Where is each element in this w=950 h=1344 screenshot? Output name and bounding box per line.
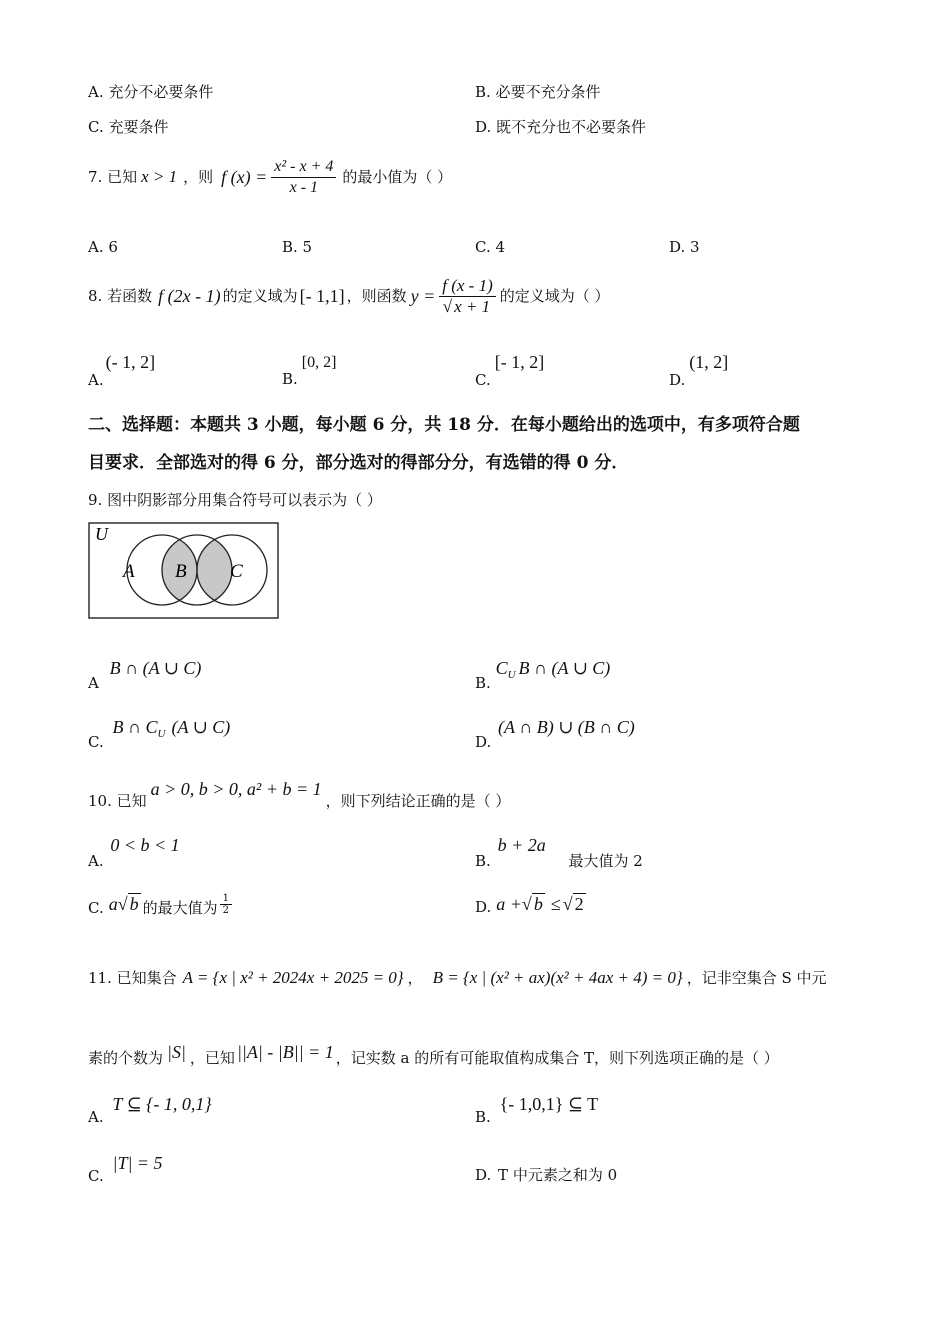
q9-option-d-value: (A ∩ B) ∪ (B ∩ C) — [498, 717, 635, 737]
q7-fraction — [271, 157, 336, 198]
q8-option-b-value: [0, 2] — [301, 354, 337, 371]
q8-option-a-letter: A. — [88, 371, 104, 389]
venn-label-u: U — [95, 524, 108, 544]
q9-option-b-letter: B. — [475, 674, 491, 692]
q8-option-d — [669, 352, 729, 389]
q8-option-a-value: (- 1, 2] — [105, 352, 156, 372]
q11-set-a: A = {x | x² + 2024x + 2025 = 0} — [182, 968, 404, 987]
q11-option-a-letter: A. — [88, 1108, 104, 1126]
q8-option-c — [475, 352, 545, 389]
q11-lead: 11. 已知集合 — [88, 969, 177, 987]
q8-option-c-value: [- 1, 2] — [494, 352, 545, 372]
q10-option-c-radicand: b — [129, 894, 139, 914]
q9-option-b-c: C — [495, 658, 508, 678]
q9-option-a-letter: A — [88, 674, 99, 692]
q9-option-c-post: (A ∪ C) — [171, 717, 231, 737]
q9-venn-diagram — [88, 522, 280, 620]
q7-option-a: A. 6 — [88, 238, 118, 256]
q9-option-b-value: B ∩ (A ∪ C) — [518, 658, 611, 678]
q11-line2c: ，记实数 a 的所有可能取值构成集合 T，则下列选项正确的是（ ） — [335, 1049, 779, 1067]
q10-option-a-letter: A. — [88, 852, 104, 870]
q7-tail: 的最小值为（ ） — [342, 168, 453, 186]
q10-option-d-a: a + — [496, 894, 522, 914]
q9-option-c-sub: U — [157, 728, 166, 740]
q10-option-c — [88, 895, 232, 918]
q11-option-a — [88, 1094, 212, 1126]
q11-option-b — [475, 1094, 599, 1126]
q6-option-a: A. 充分不必要条件 — [88, 83, 214, 101]
q11-option-c-letter: C. — [88, 1167, 104, 1185]
q11-option-a-value: T ⊆ {- 1, 0,1} — [112, 1094, 212, 1114]
q8-option-b — [282, 352, 337, 388]
venn-label-c: C — [230, 561, 243, 582]
q7-function-name: f (x) = — [221, 167, 268, 187]
q11-option-b-value: {- 1,0,1} ⊆ T — [499, 1094, 599, 1114]
q9-option-b — [475, 658, 611, 692]
q10-option-d-radicand: b — [533, 894, 543, 914]
q11-line2a: 素的个数为 — [88, 1049, 164, 1067]
q11-stem-line1 — [88, 958, 827, 998]
q9-stem: 9. 图中阴影部分用集合符号可以表示为（ ） — [88, 491, 382, 509]
q7-option-c: C. 4 — [475, 238, 506, 256]
q10-option-a-value: 0 < b < 1 — [110, 835, 180, 855]
q8-option-d-letter: D. — [669, 371, 686, 389]
q8-domain: [- 1,1] — [299, 286, 345, 306]
q10-option-d-sqrt2: √ 2 — [562, 894, 584, 914]
q10-option-c-a: a — [108, 894, 118, 914]
q10-option-c-den: 2 — [222, 905, 229, 916]
q8-mid1: 的定义域为 — [222, 287, 298, 305]
q8-tail: 的定义域为（ ） — [499, 287, 610, 305]
q6-option-d: D. 既不充分也不必要条件 — [475, 118, 647, 136]
q9-option-c — [88, 717, 231, 751]
q10-option-b-value: b + 2a — [497, 835, 546, 855]
q10-option-d — [475, 894, 586, 917]
q11-condition: ||A| - |B|| = 1 — [236, 1042, 334, 1062]
q8-denominator: √ x + 1 — [442, 296, 491, 316]
q11-stem-line2 — [88, 1034, 779, 1070]
q7-stem — [88, 152, 452, 202]
q8-sqrt-radicand: x + 1 — [454, 296, 491, 316]
q10-option-b — [475, 835, 643, 870]
q10-option-d-sqrt: √ b — [521, 894, 543, 914]
q7-numerator: x² - x + 4 — [271, 157, 336, 178]
q8-fraction — [439, 276, 496, 317]
q9-option-d — [475, 717, 635, 751]
q8-stem — [88, 268, 610, 324]
q9-option-c-pre: B ∩ C — [112, 717, 158, 737]
q10-option-b-tail: 最大值为 2 — [568, 852, 643, 870]
q7-mid: ，则 — [183, 168, 214, 186]
q8-option-d-value: (1, 2] — [689, 352, 729, 372]
q8-mid2: ，则函数 — [346, 287, 407, 305]
q10-option-b-letter: B. — [475, 852, 491, 870]
q9-option-c-letter: C. — [88, 733, 104, 751]
q11-option-b-letter: B. — [475, 1108, 491, 1126]
q9-option-a-value: B ∩ (A ∪ C) — [109, 658, 202, 678]
q10-lead: 10. 已知 — [88, 792, 147, 810]
q10-option-c-tail: 的最大值为 — [142, 899, 218, 917]
q10-option-d-two: 2 — [574, 894, 584, 914]
q10-option-c-num: 1 — [220, 893, 232, 905]
q11-tail1: ，记非空集合 S 中元 — [686, 969, 827, 987]
q8-option-b-letter: B. — [282, 370, 298, 388]
q11-line2b: ，已知 — [189, 1049, 235, 1067]
q10-option-c-fraction — [220, 893, 232, 916]
q8-function: f (2x - 1) — [158, 286, 221, 306]
section-2-heading-line1: 二、选择题：本题共 3 小题，每小题 6 分，共 18 分．在每小题给出的选项中，有多项符合题 — [88, 415, 800, 435]
q8-option-c-letter: C. — [475, 371, 491, 389]
q7-option-b: B. 5 — [282, 238, 313, 256]
q8-numerator: f (x - 1) — [439, 276, 496, 297]
q11-option-c-value: |T| = 5 — [112, 1153, 163, 1173]
venn-label-b: B — [175, 561, 187, 582]
q11-option-d — [475, 1165, 617, 1185]
q11-set-b: B = {x | (x² + ax)(x² + 4ax + 4) = 0} — [432, 968, 683, 987]
q6-option-c: C. 充要条件 — [88, 118, 169, 136]
q11-abs-s: |S| — [167, 1042, 186, 1062]
q8-y: y = — [410, 286, 436, 306]
q10-option-c-sqrt: √ b — [117, 894, 139, 914]
q7-lead: 7. 已知 — [88, 168, 138, 186]
q7-denominator: x - 1 — [289, 178, 319, 196]
section-2-heading-line2: 目要求．全部选对的得 6 分，部分选对的得部分分，有选错的得 0 分． — [88, 453, 629, 473]
q10-stem — [88, 779, 510, 811]
q10-option-d-le: ≤ — [550, 894, 561, 914]
q6-option-b: B. 必要不充分条件 — [475, 83, 601, 101]
venn-label-a: A — [123, 561, 135, 582]
q10-option-a — [88, 835, 180, 870]
q11-sep: ， — [407, 969, 423, 987]
q9-option-d-letter: D. — [475, 733, 492, 751]
q10-tail: ，则下列结论正确的是（ ） — [325, 792, 511, 810]
q10-option-d-letter: D. — [475, 898, 492, 916]
q10-condition: a > 0, b > 0, a² + b = 1 — [150, 779, 322, 799]
q11-option-d-letter: D. — [475, 1166, 492, 1184]
q9-option-b-sub: U — [507, 669, 516, 681]
q8-lead: 8. 若函数 — [88, 287, 153, 305]
q11-option-c — [88, 1153, 163, 1185]
q7-option-d: D. 3 — [669, 238, 700, 256]
q8-option-a — [88, 352, 156, 389]
q9-option-a — [88, 658, 202, 692]
q11-option-d-value: T 中元素之和为 0 — [498, 1166, 618, 1184]
q7-condition: x > 1 — [141, 167, 178, 186]
q10-option-c-letter: C. — [88, 899, 104, 917]
